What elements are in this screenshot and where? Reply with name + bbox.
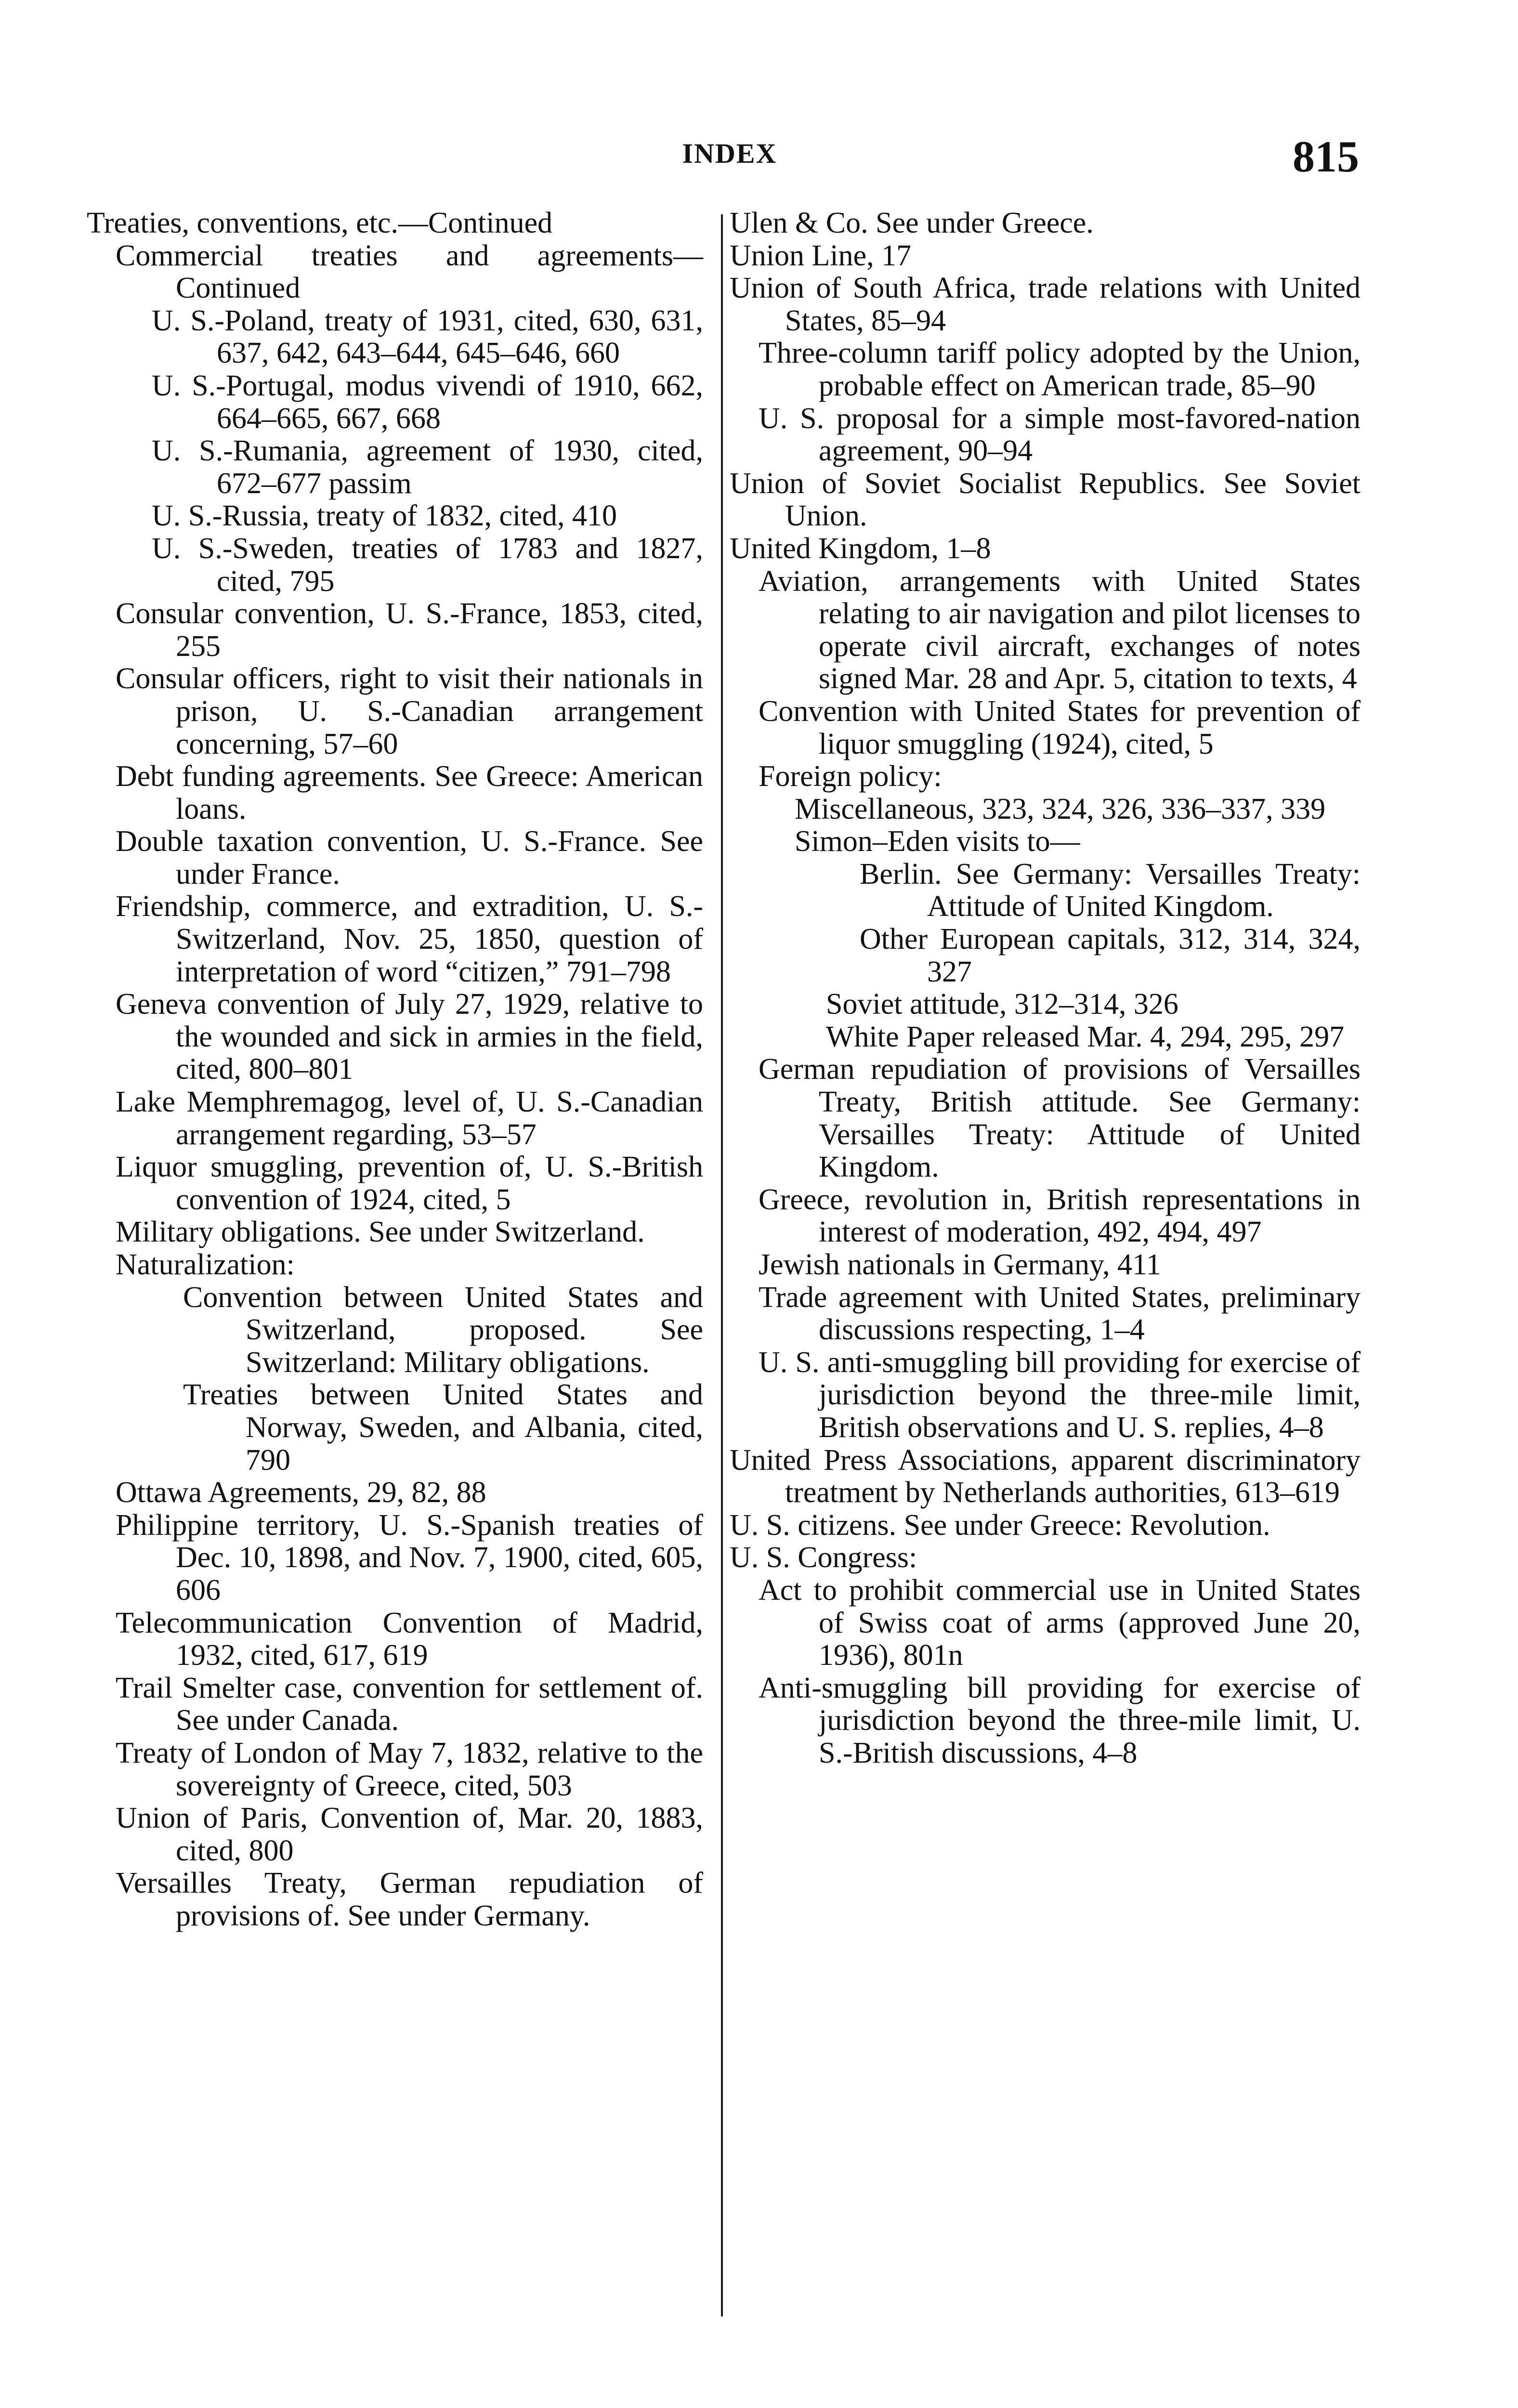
index-entry: Geneva convention of July 27, 1929, relative to the wounded and sick in armies in the field, cited, 800–801	[116, 988, 703, 1086]
index-entry: Ottawa Agreements, 29, 82, 88	[116, 1476, 486, 1509]
index-entry: Convention with United States for prevention of liquor smuggling (1924), cited, 5	[759, 694, 1361, 760]
index-entry: Union of South Africa, trade relations with United States, 85–94	[730, 272, 1361, 337]
index-entry: U. S.-Portugal, modus vivendi of 1910, 662, 664–665, 667, 668	[152, 369, 703, 435]
index-entry: Friendship, commerce, and extradition, U. S.-Switzerland, Nov. 25, 1850, question of interpretation of word “citizen,” 791–798	[116, 890, 703, 988]
index-entry: U. S.-Poland, treaty of 1931, cited, 630, 631, 637, 642, 643–644, 645–646, 660	[152, 304, 703, 370]
index-entry: United Press Associations, apparent discriminatory treatment by Netherlands authorities, 613–619	[730, 1443, 1361, 1509]
index-entry: Treaties between United States and Norway, Sweden, and Albania, cited, 790	[183, 1378, 703, 1477]
index-entry: Simon–Eden visits to—	[795, 825, 1080, 858]
index-entry: Aviation, arrangements with United States relating to air navigation and pilot licenses to operate civil aircraft, exchanges of notes signed Mar. 28 and Apr. 5, citation to texts, 4	[759, 564, 1361, 695]
index-entry: Ulen & Co. See under Greece.	[730, 207, 1094, 239]
column-divider	[721, 214, 723, 2316]
index-entry: Anti-smuggling bill providing for exercise of jurisdiction beyond the three-mile limit, U. S.-British discussions, 4–8	[759, 1671, 1361, 1769]
index-entry: Debt funding agreements. See Greece: American loans.	[116, 760, 703, 825]
index-entry: Treaty of London of May 7, 1832, relative to the sovereignty of Greece, cited, 503	[116, 1736, 703, 1802]
index-entry: Telecommunication Convention of Madrid, 1932, cited, 617, 619	[116, 1606, 703, 1672]
index-entry: Three-column tariff policy adopted by the Union, probable effect on American trade, 85–90	[759, 337, 1361, 402]
index-entry: Treaties, conventions, etc.—Continued	[87, 207, 553, 239]
index-entry: U. S. Congress:	[730, 1541, 917, 1574]
index-entry: Versailles Treaty, German repudiation of provisions of. See under Germany.	[116, 1867, 703, 1932]
index-entry: Trail Smelter case, convention for settlement of. See under Canada.	[116, 1671, 703, 1737]
index-entry: U. S. anti-smuggling bill providing for exercise of jurisdiction beyond the three-mile limit, British observations and U. S. replies, 4–8	[759, 1346, 1361, 1444]
index-entry: Berlin. See Germany: Versailles Treaty: Attitude of United Kingdom.	[860, 857, 1361, 923]
index-entry: Greece, revolution in, British representations in interest of moderation, 492, 494, 497	[759, 1183, 1361, 1249]
index-entry: Philippine territory, U. S.-Spanish treaties of Dec. 10, 1898, and Nov. 7, 1900, cited, 605, 606	[116, 1508, 703, 1607]
page-number: 815	[1293, 132, 1359, 181]
index-entry: Military obligations. See under Switzerland.	[116, 1216, 645, 1249]
index-entry: Miscellaneous, 323, 324, 326, 336–337, 339	[795, 792, 1326, 825]
index-entry: Foreign policy:	[759, 760, 942, 793]
index-entry: U. S.-Sweden, treaties of 1783 and 1827, cited, 795	[152, 532, 703, 598]
index-entry: U. S.-Rumania, agreement of 1930, cited, 672–677 passim	[152, 434, 703, 500]
index-column-left	[87, 207, 703, 1932]
index-entry: United Kingdom, 1–8	[730, 532, 991, 565]
index-entry: Act to prohibit commercial use in United States of Swiss coat of arms (approved June 20, 1936), 801n	[759, 1573, 1361, 1672]
index-entry: Jewish nationals in Germany, 411	[759, 1248, 1161, 1281]
index-entry: Soviet attitude, 312–314, 326	[826, 988, 1178, 1021]
index-entry: Lake Memphremagog, level of, U. S.-Canadian arrangement regarding, 53–57	[116, 1086, 703, 1151]
index-entry: Union of Paris, Convention of, Mar. 20, 1883, cited, 800	[116, 1802, 703, 1867]
running-head-title: INDEX	[682, 138, 777, 169]
index-entry: Naturalization:	[116, 1248, 295, 1281]
index-entry: Union Line, 17	[730, 239, 912, 272]
index-entry: Trade agreement with United States, preliminary discussions respecting, 1–4	[759, 1281, 1361, 1347]
index-entry: Union of Soviet Socialist Republics. See Soviet Union.	[730, 467, 1361, 533]
index-entry: U. S. citizens. See under Greece: Revolution.	[730, 1508, 1270, 1542]
index-entry: Liquor smuggling, prevention of, U. S.-British convention of 1924, cited, 5	[116, 1151, 703, 1216]
index-entry: Commercial treaties and agreements—Continued	[116, 239, 703, 305]
index-entry: U. S.-Russia, treaty of 1832, cited, 410	[152, 499, 617, 533]
index-entry: U. S. proposal for a simple most-favored-nation agreement, 90–94	[759, 402, 1361, 468]
index-entry: Other European capitals, 312, 314, 324, 327	[860, 923, 1361, 988]
index-entry: Consular officers, right to visit their nationals in prison, U. S.-Canadian arrangement concerning, 57–60	[116, 662, 703, 760]
index-entry: Double taxation convention, U. S.-France. See under France.	[116, 825, 703, 890]
index-entry: German repudiation of provisions of Versailles Treaty, British attitude. See Germany: Versailles Treaty: Attitude of United Kingdom.	[759, 1053, 1361, 1184]
index-column-right	[730, 207, 1361, 1770]
index-entry: White Paper released Mar. 4, 294, 295, 297	[826, 1020, 1345, 1053]
index-entry: Consular convention, U. S.-France, 1853, cited, 255	[116, 597, 703, 663]
index-entry: Convention between United States and Switzerland, proposed. See Switzerland: Military obligations.	[183, 1281, 703, 1379]
